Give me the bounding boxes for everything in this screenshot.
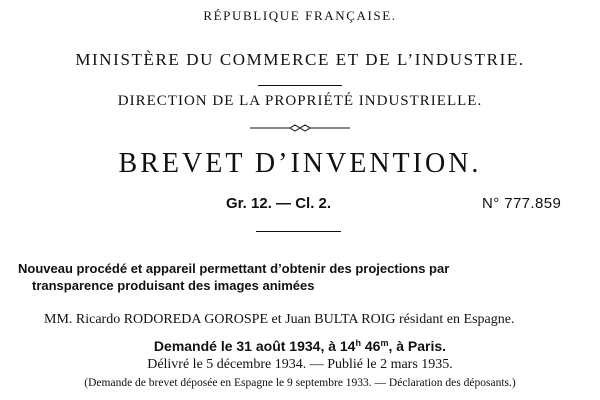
priority-note: (Demande de brevet déposée en Espagne le 9 septembre 1933. — Déclaration des déposants.) [84, 377, 516, 389]
filing-prefix: Demandé le 31 août 1934, à 14 [153, 338, 356, 354]
filing-hour-sup: h [355, 338, 361, 348]
classification: Gr. 12. — Cl. 2. [226, 195, 332, 212]
delivery-date: Délivré le 5 décembre 1934. — Publié le 2 mars 1935. [147, 357, 453, 372]
document-title: BREVET D’INVENTION. [118, 148, 482, 179]
filing-suffix: , à Paris. [388, 338, 447, 354]
inventors: MM. Ricardo RODOREDA GOROSPE et Juan BULTA ROIG résidant en Espagne. [44, 312, 515, 327]
filing-min-sup: m [380, 338, 389, 348]
invention-title [18, 260, 588, 294]
ministry-heading: MINISTÈRE DU COMMERCE ET DE L’INDUSTRIE. [75, 50, 525, 69]
direction-heading: DIRECTION DE LA PROPRIÉTÉ INDUSTRIELLE. [117, 93, 483, 109]
republic-heading: RÉPUBLIQUE FRANÇAISE. [203, 8, 397, 23]
title-divider [256, 231, 341, 232]
filing-date [0, 338, 600, 354]
filing-minutes: 46 [360, 338, 381, 354]
invention-title-line-2: transparence produisant des images animées [32, 278, 315, 293]
invention-title-line-1: Nouveau procédé et appareil permettant d’obtenir des projections par [18, 261, 450, 276]
ornament-divider [250, 123, 350, 133]
patent-number: N° 777.859 [482, 195, 562, 212]
header-divider [258, 85, 342, 86]
